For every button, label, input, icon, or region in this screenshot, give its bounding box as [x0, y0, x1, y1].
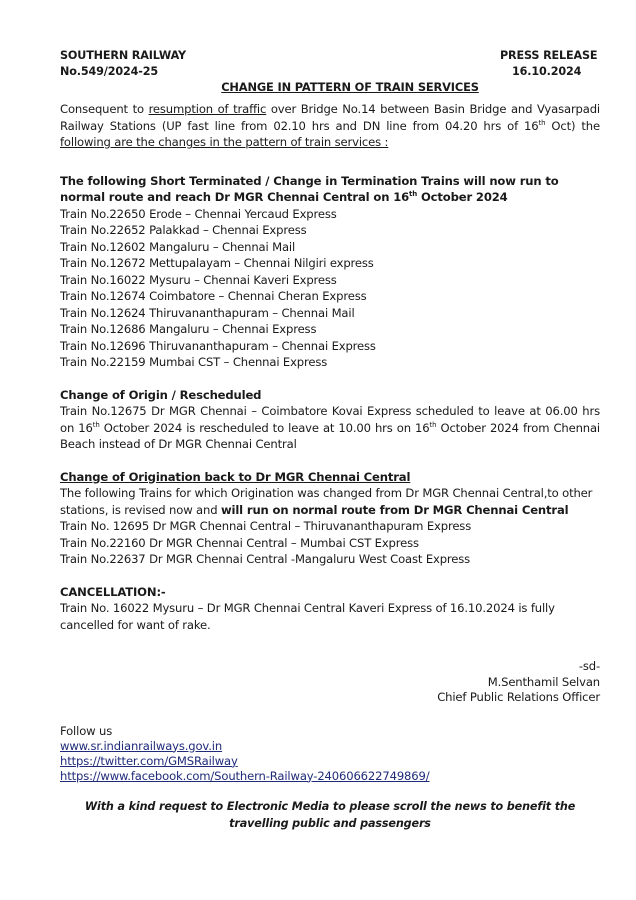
body-text: October 2024 is rescheduled to leave at 10.00 hrs on 16: [99, 420, 430, 435]
body-bold-text: will run on normal route from Dr MGR Chennai Central: [220, 502, 569, 517]
superscript: th: [409, 190, 418, 199]
doc-type: PRESS RELEASE: [500, 49, 598, 62]
train-list-item: Train No. 12695 Dr MGR Chennai Central – Thiruvananthapuram Express: [60, 519, 472, 533]
superscript: th: [538, 118, 546, 127]
press-release-document: [60, 48, 600, 832]
train-list-item: Train No.22159 Mumbai CST – Chennai Express: [60, 355, 328, 369]
intro-paragraph: [60, 101, 600, 151]
page-title: CHANGE IN PATTERN OF TRAIN SERVICES: [221, 80, 479, 94]
header-row-2: [60, 64, 600, 80]
heading-text: The following Short Terminated / Change in Termination Trains will now run to normal route and reach Dr MGR Chennai Central on 16: [60, 173, 559, 204]
train-list-item: Train No.22637 Dr MGR Chennai Central -Mangaluru West Coast Express: [60, 552, 471, 566]
signatory-name: M.Senthamil Selvan: [487, 674, 600, 689]
reference-number: No.549/2024-25: [60, 65, 158, 78]
website-link[interactable]: www.sr.indianrailways.gov.in: [60, 738, 223, 753]
train-list-item: Train No.12624 Thiruvananthapuram – Chennai Mail: [60, 305, 355, 320]
cancellation-text: cancelled for want of rake.: [60, 617, 211, 632]
rescheduled-text: [60, 403, 600, 453]
section-heading: Change of Origin / Rescheduled: [60, 387, 262, 402]
facebook-link[interactable]: https://www.facebook.com/Southern-Railway-240606622749869/: [60, 768, 430, 783]
follow-us-block: [60, 724, 600, 784]
release-date: 16.10.2024: [512, 65, 582, 78]
section-cancellation: [60, 584, 600, 634]
body-text: Train No.12675 Dr MGR Chennai – Coimbatore Kovai Express scheduled to leave at 06.00 hrs on 16: [60, 404, 600, 435]
body-text: October 2024 from Chennai Beach instead of Dr MGR Chennai Central: [60, 420, 600, 451]
signature-mark: -sd-: [578, 659, 600, 673]
train-list-item: Train No.12686 Mangaluru – Chennai Express: [60, 322, 317, 336]
heading-text: October 2024: [417, 190, 508, 204]
org-name: SOUTHERN RAILWAY: [60, 49, 186, 62]
section-rescheduled: [60, 387, 600, 453]
train-list-item: Train No.12674 Coimbatore – Chennai Cheran Express: [60, 289, 367, 303]
superscript: th: [92, 420, 100, 429]
intro-underlined-text: following are the changes in the pattern of train services :: [60, 135, 389, 149]
train-list-item: Train No.22160 Dr MGR Chennai Central – Mumbai CST Express: [60, 535, 419, 550]
section-heading: [60, 173, 600, 206]
intro-underlined-text: resumption of traffic: [148, 102, 267, 116]
intro-text: Consequent to: [60, 102, 149, 116]
origination-text: [60, 485, 600, 518]
section-normal-route: [60, 173, 600, 371]
train-list-item: Train No.22650 Erode – Chennai Yercaud Express: [60, 206, 337, 221]
body-text: The following Trains for which Origination was changed from Dr MGR Chennai Central,to other stations, is revised now and: [60, 486, 593, 517]
twitter-link[interactable]: https://twitter.com/GMSRailway: [60, 753, 238, 768]
train-list-item: Train No.16022 Mysuru – Chennai Kaveri Express: [60, 272, 337, 287]
signature-block: [60, 659, 600, 706]
section-origination: [60, 469, 600, 568]
section-heading: Change of Origination back to Dr MGR Chennai Central: [60, 469, 411, 484]
train-list-item: Train No.22652 Palakkad – Chennai Express: [60, 223, 307, 237]
intro-text: Oct) the: [545, 118, 600, 133]
train-list-item: Train No.12602 Mangaluru – Chennai Mail: [60, 239, 296, 254]
cancellation-text: Train No. 16022 Mysuru – Dr MGR Chennai Central Kaveri Express of 16.10.2024 is fully: [60, 601, 555, 615]
header-row-1: [60, 48, 600, 64]
follow-us-label: Follow us: [60, 723, 113, 738]
train-list-item: Train No.12672 Mettupalayam – Chennai Nilgiri express: [60, 256, 374, 270]
section-heading: CANCELLATION:-: [60, 584, 166, 599]
train-list-item: Train No.12696 Thiruvananthapuram – Chennai Express: [60, 338, 376, 353]
signatory-designation: Chief Public Relations Officer: [437, 690, 600, 704]
media-request-note: With a kind request to Electronic Media to please scroll the news to benefit the travelling public and passengers: [84, 799, 576, 830]
intro-text: over Bridge No.14 between Basin Bridge and Vyasarpadi Railway Stations (UP fast line from 02.10 hrs and DN line from 04.20 hrs of 16: [60, 102, 601, 133]
superscript: th: [429, 420, 437, 429]
